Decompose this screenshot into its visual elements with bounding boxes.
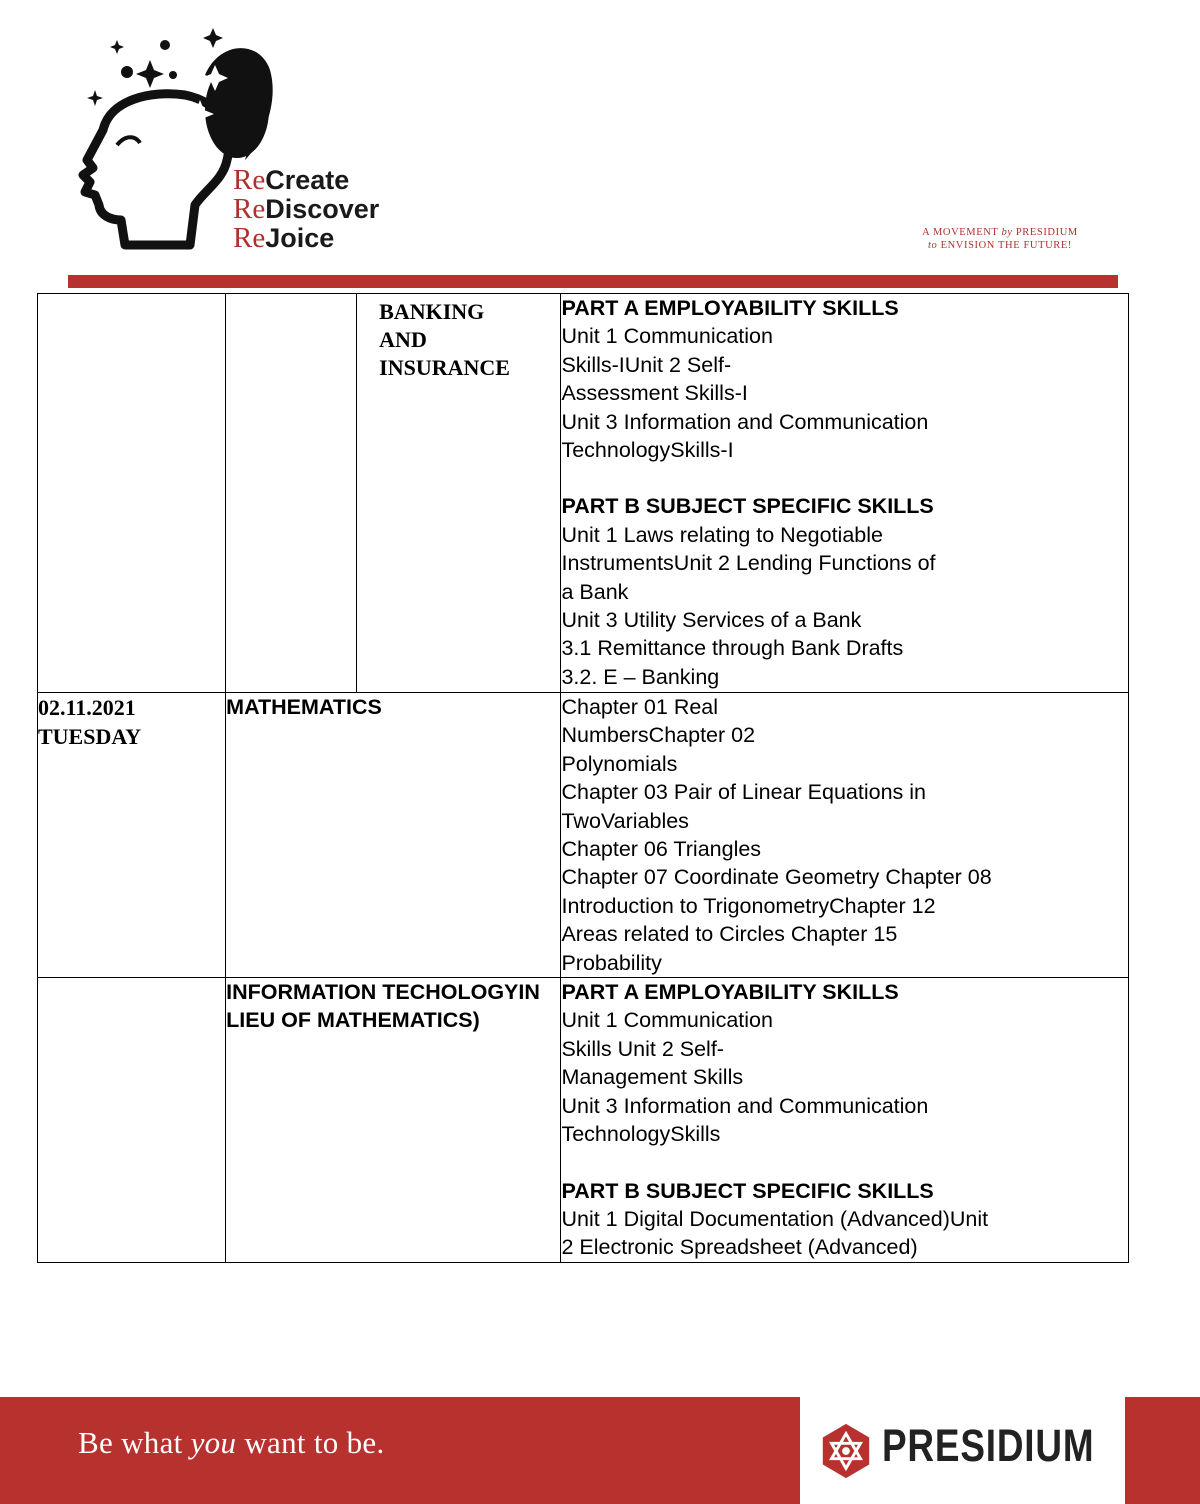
logo-word: Create bbox=[265, 165, 350, 195]
syllabus-line: Polynomials bbox=[561, 751, 678, 776]
exam-day: TUESDAY bbox=[38, 724, 142, 749]
syllabus-cell bbox=[561, 978, 1129, 1263]
logo-word: Joice bbox=[265, 223, 335, 253]
syllabus-line: Skills Unit 2 Self- bbox=[561, 1036, 724, 1061]
table-row bbox=[38, 294, 1129, 693]
slogan-text: you bbox=[190, 1425, 237, 1460]
tagline-text: to bbox=[928, 240, 938, 251]
table-row bbox=[38, 693, 1129, 978]
syllabus-line: Management Skills bbox=[561, 1065, 744, 1090]
syllabus-line: TwoVariables bbox=[561, 808, 689, 833]
logo-re-prefix: Re bbox=[233, 164, 266, 196]
syllabus-line: Chapter 06 Triangles bbox=[561, 837, 762, 862]
syllabus-line: Assessment Skills-I bbox=[561, 381, 748, 406]
logo-line-rediscover bbox=[233, 195, 379, 224]
exam-date: 02.11.2021 bbox=[38, 695, 136, 720]
presidium-brand-name: PRESIDIUM bbox=[882, 1420, 1095, 1471]
subject-name: MATHEMATICS bbox=[226, 693, 561, 978]
date-cell bbox=[38, 693, 226, 978]
syllabus-line: 3.1 Remittance through Bank Drafts bbox=[561, 636, 904, 661]
tagline-line-2 bbox=[895, 239, 1105, 252]
syllabus-line: TechnologySkills bbox=[561, 1122, 721, 1147]
syllabus-cell bbox=[561, 693, 1129, 978]
logo-line-recreate bbox=[233, 166, 379, 195]
syllabus-line: 3.2. E – Banking bbox=[561, 664, 720, 689]
date-cell bbox=[38, 294, 226, 693]
syllabus-heading: PART B SUBJECT SPECIFIC SKILLS bbox=[561, 494, 934, 519]
syllabus-line: Unit 1 Communication bbox=[561, 1008, 773, 1033]
syllabus-line: Unit 1 Laws relating to Negotiable bbox=[561, 522, 883, 547]
tagline-line-1 bbox=[895, 226, 1105, 239]
syllabus-line: Unit 3 Information and Communication bbox=[561, 1093, 929, 1118]
presidium-star-icon bbox=[817, 1422, 875, 1480]
syllabus-line: Skills-IUnit 2 Self- bbox=[561, 352, 732, 377]
syllabus-line: Introduction to TrigonometryChapter 12 bbox=[561, 893, 936, 918]
slogan-text: want to be. bbox=[244, 1425, 385, 1460]
syllabus-line: NumbersChapter 02 bbox=[561, 723, 756, 748]
syllabus-line: Chapter 03 Pair of Linear Equations in bbox=[561, 780, 927, 805]
logo-word: Discover bbox=[265, 194, 380, 224]
tagline-text: PRESIDIUM bbox=[1015, 227, 1078, 238]
exam-schedule-table bbox=[37, 293, 1129, 1263]
syllabus-heading: PART A EMPLOYABILITY SKILLS bbox=[561, 296, 899, 320]
subject-cell bbox=[226, 294, 561, 693]
logo-text bbox=[233, 166, 379, 253]
syllabus-line: Areas related to Circles Chapter 15 bbox=[561, 922, 898, 947]
syllabus-line: Unit 3 Information and Communication bbox=[561, 409, 929, 434]
logo-line-rejoice bbox=[233, 224, 379, 253]
logo-re-prefix: Re bbox=[233, 193, 266, 225]
logo-re-prefix: Re bbox=[233, 222, 266, 254]
syllabus-line: Unit 1 Digital Documentation (Advanced)Unit bbox=[561, 1206, 989, 1231]
syllabus-line: a Bank bbox=[561, 579, 629, 604]
tagline-text: ENVISION THE FUTURE! bbox=[940, 240, 1072, 251]
syllabus-heading: PART A EMPLOYABILITY SKILLS bbox=[561, 980, 899, 1005]
syllabus-line: TechnologySkills-I bbox=[561, 438, 734, 463]
syllabus-line: Chapter 01 Real bbox=[561, 695, 719, 719]
syllabus-cell bbox=[561, 294, 1129, 693]
tagline-text: by bbox=[1001, 227, 1013, 238]
subject-subcell bbox=[226, 294, 357, 692]
syllabus-line: Unit 3 Utility Services of a Bank bbox=[561, 608, 862, 633]
slogan-text: Be what bbox=[78, 1425, 183, 1460]
syllabus-line: 2 Electronic Spreadsheet (Advanced) bbox=[561, 1235, 918, 1260]
syllabus-line: InstrumentsUnit 2 Lending Functions of bbox=[561, 551, 936, 576]
syllabus-spacer bbox=[561, 1149, 1128, 1177]
table-row bbox=[38, 978, 1129, 1263]
subject-name: BANKING AND INSURANCE bbox=[379, 299, 510, 380]
syllabus-line: Probability bbox=[561, 950, 662, 975]
date-cell bbox=[38, 978, 226, 1263]
syllabus-line: Unit 1 Communication bbox=[561, 324, 773, 349]
syllabus-line: Chapter 07 Coordinate Geometry Chapter 08 bbox=[561, 865, 992, 890]
syllabus-spacer bbox=[561, 464, 1128, 492]
tagline-text: A MOVEMENT bbox=[922, 227, 999, 238]
syllabus-heading: PART B SUBJECT SPECIFIC SKILLS bbox=[561, 1178, 934, 1203]
header-tagline bbox=[895, 226, 1105, 252]
footer-slogan bbox=[78, 1425, 385, 1461]
header-divider bbox=[68, 275, 1118, 288]
subject-name: INFORMATION TECHOLOGYIN LIEU OF MATHEMATICS) bbox=[226, 978, 561, 1263]
